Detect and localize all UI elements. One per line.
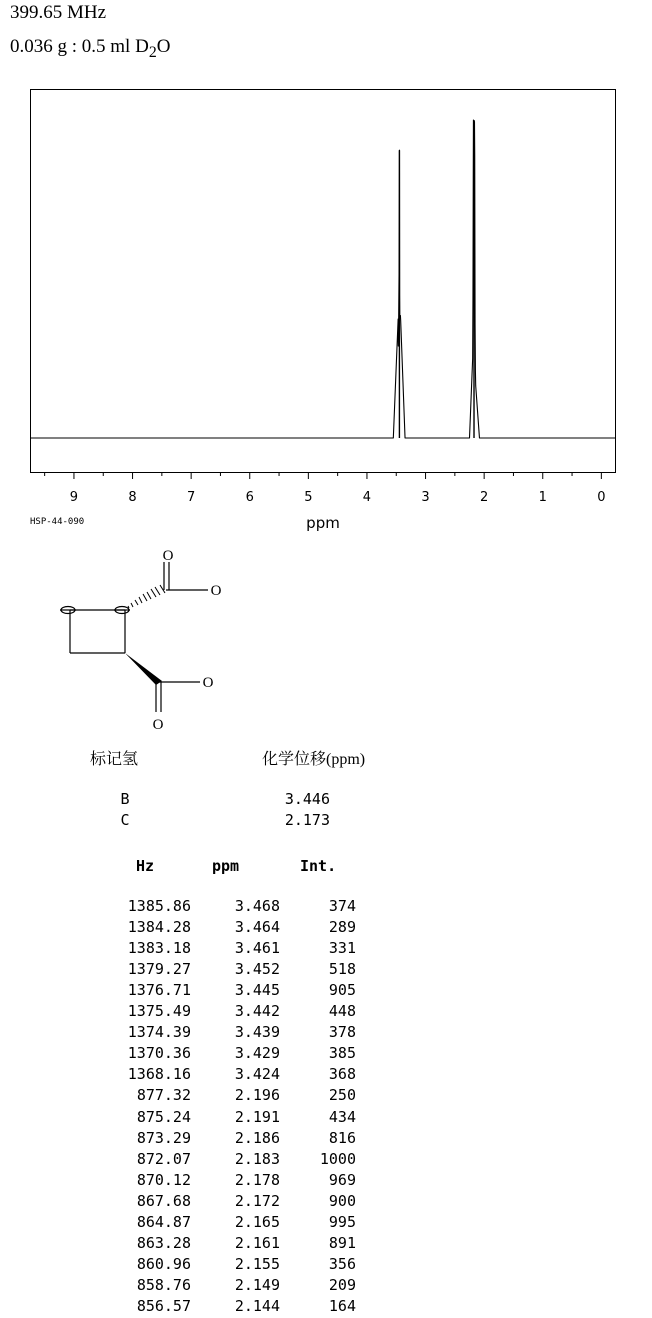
table-row bbox=[0, 1213, 400, 1234]
table-row bbox=[0, 1234, 400, 1255]
peak-intensity: 209 bbox=[328, 1275, 356, 1294]
peak-intensity: 331 bbox=[328, 939, 356, 958]
peak-hz: 1385.86 bbox=[127, 897, 191, 915]
peak-intensity: 518 bbox=[328, 960, 356, 979]
peak-hz: 877.32 bbox=[136, 1086, 191, 1105]
peak-ppm: 2.172 bbox=[234, 1191, 280, 1210]
table-row bbox=[0, 897, 400, 918]
peak-hz: 864.87 bbox=[136, 1212, 191, 1231]
peak-intensity: 891 bbox=[328, 1233, 356, 1252]
sample-suffix: O bbox=[156, 36, 171, 57]
peak-hz: 1374.39 bbox=[127, 1023, 191, 1042]
assignment-shift-header: 化学位移(ppm) bbox=[262, 751, 366, 768]
x-tick-label: 0 bbox=[597, 490, 606, 505]
x-tick-label: 2 bbox=[480, 490, 489, 505]
peak-intensity: 905 bbox=[328, 981, 356, 1000]
x-tick-label: 3 bbox=[421, 490, 430, 505]
sample-text: 0.036 g : 0.5 ml D bbox=[10, 36, 149, 57]
peak-intensity: 969 bbox=[328, 1170, 356, 1189]
peak-intensity: 385 bbox=[328, 1044, 356, 1063]
chemical-structure bbox=[50, 540, 240, 740]
peak-intensity: 164 bbox=[328, 1296, 356, 1315]
peak-intensity: 250 bbox=[328, 1086, 356, 1105]
peak-ppm: 3.442 bbox=[234, 1002, 280, 1021]
assignment-label-header: 标记氢 bbox=[90, 751, 139, 768]
peak-hz: 875.24 bbox=[136, 1107, 191, 1126]
peak-hz: 863.28 bbox=[136, 1233, 191, 1252]
oxygen-label-right-upper: O bbox=[210, 583, 222, 599]
sample-subscript: 2 bbox=[148, 43, 157, 61]
peak-ppm: 3.461 bbox=[234, 939, 280, 958]
peak-hz: 867.68 bbox=[136, 1191, 191, 1210]
peak-ppm: 2.149 bbox=[234, 1275, 280, 1294]
hashed-wedge-bond bbox=[128, 585, 165, 608]
table-row bbox=[0, 1255, 400, 1276]
x-axis-tick-labels bbox=[70, 490, 606, 505]
peak-intensity: 816 bbox=[328, 1128, 356, 1147]
peak-ppm: 2.155 bbox=[234, 1254, 280, 1273]
peak-hz: 1375.49 bbox=[127, 1002, 191, 1021]
table-row bbox=[0, 939, 400, 960]
peak-ppm: 2.178 bbox=[234, 1170, 280, 1189]
x-axis-label: ppm bbox=[306, 514, 340, 532]
table-row bbox=[0, 918, 400, 939]
table-row bbox=[0, 1044, 400, 1065]
peak-ppm: 3.464 bbox=[234, 918, 280, 937]
peak-hz: 872.07 bbox=[136, 1149, 191, 1168]
peak-intensity: 356 bbox=[328, 1254, 356, 1273]
assignment-label-b: B bbox=[120, 790, 130, 808]
peak-table-header-int: Int. bbox=[300, 857, 337, 875]
table-row bbox=[0, 1129, 400, 1150]
table-row bbox=[0, 981, 400, 1002]
peak-intensity: 1000 bbox=[319, 1149, 356, 1168]
assignment-shift-c: 2.173 bbox=[284, 811, 330, 829]
assignment-label-c: C bbox=[120, 811, 130, 829]
peak-hz: 1384.28 bbox=[127, 918, 191, 937]
peak-intensity: 995 bbox=[328, 1212, 356, 1231]
peak-table-header-ppm: ppm bbox=[212, 857, 240, 875]
peak-intensity: 374 bbox=[328, 897, 356, 915]
peak-ppm: 2.183 bbox=[234, 1149, 280, 1168]
peak-hz: 856.57 bbox=[136, 1296, 191, 1315]
x-tick-label: 8 bbox=[128, 490, 137, 505]
nmr-spectrum-chart bbox=[0, 80, 652, 540]
peak-ppm: 2.186 bbox=[234, 1128, 280, 1147]
peak-ppm: 3.439 bbox=[234, 1023, 280, 1042]
spectrum-code: HSP-44-090 bbox=[30, 517, 85, 527]
x-axis-ticks bbox=[45, 473, 602, 479]
oxygen-label-top: O bbox=[162, 548, 174, 564]
spectrum-trace bbox=[30, 120, 616, 438]
spectrometer-frequency: 399.65 MHz bbox=[10, 2, 107, 23]
x-tick-label: 5 bbox=[304, 490, 313, 505]
peak-intensity: 378 bbox=[328, 1023, 356, 1042]
table-row bbox=[0, 960, 400, 981]
peak-hz: 870.12 bbox=[136, 1170, 191, 1189]
oxygen-label-bottom: O bbox=[152, 717, 164, 733]
table-row bbox=[0, 1192, 400, 1213]
table-row bbox=[0, 1002, 400, 1023]
spectrum-line bbox=[30, 120, 616, 438]
oxygen-label-right-lower: O bbox=[202, 675, 214, 691]
plot-frame bbox=[31, 90, 616, 473]
peak-intensity: 368 bbox=[328, 1065, 356, 1084]
peak-ppm: 3.468 bbox=[234, 897, 280, 915]
table-row bbox=[0, 1023, 400, 1044]
peak-intensity: 434 bbox=[328, 1107, 356, 1126]
peak-hz: 860.96 bbox=[136, 1254, 191, 1273]
peak-ppm: 3.445 bbox=[234, 981, 280, 1000]
sample-description bbox=[10, 36, 170, 62]
peak-ppm: 2.161 bbox=[234, 1233, 280, 1252]
peak-ppm: 2.144 bbox=[234, 1296, 280, 1315]
table-row bbox=[0, 1108, 400, 1129]
x-tick-label: 1 bbox=[538, 490, 547, 505]
peak-hz: 1376.71 bbox=[127, 981, 191, 1000]
peak-hz: 873.29 bbox=[136, 1128, 191, 1147]
table-row bbox=[0, 1297, 400, 1318]
x-tick-label: 9 bbox=[69, 490, 79, 505]
peak-hz: 1379.27 bbox=[127, 960, 191, 979]
peak-intensity: 448 bbox=[328, 1002, 356, 1021]
peak-ppm: 3.452 bbox=[234, 960, 280, 979]
assignment-shift-b: 3.446 bbox=[284, 790, 330, 808]
table-row bbox=[0, 1276, 400, 1297]
table-row bbox=[0, 1171, 400, 1192]
peak-hz: 858.76 bbox=[136, 1275, 191, 1294]
peak-intensity: 900 bbox=[328, 1191, 356, 1210]
peak-hz: 1368.16 bbox=[127, 1065, 191, 1084]
peak-intensity: 289 bbox=[328, 918, 356, 937]
table-row bbox=[0, 1065, 400, 1086]
x-tick-label: 4 bbox=[362, 490, 372, 505]
peak-hz: 1370.36 bbox=[127, 1044, 191, 1063]
peak-table-header-hz: Hz bbox=[136, 857, 155, 875]
x-tick-label: 7 bbox=[187, 490, 196, 505]
peak-ppm: 2.191 bbox=[234, 1107, 280, 1126]
table-row bbox=[0, 1150, 400, 1171]
peak-hz: 1383.18 bbox=[127, 939, 191, 958]
peak-ppm: 3.424 bbox=[234, 1065, 280, 1084]
peak-ppm: 2.165 bbox=[234, 1212, 280, 1231]
table-row bbox=[0, 1086, 400, 1107]
solid-wedge-bond bbox=[125, 653, 162, 685]
peak-ppm: 2.196 bbox=[234, 1086, 280, 1105]
x-tick-label: 6 bbox=[245, 490, 254, 505]
peak-ppm: 3.429 bbox=[234, 1044, 280, 1063]
